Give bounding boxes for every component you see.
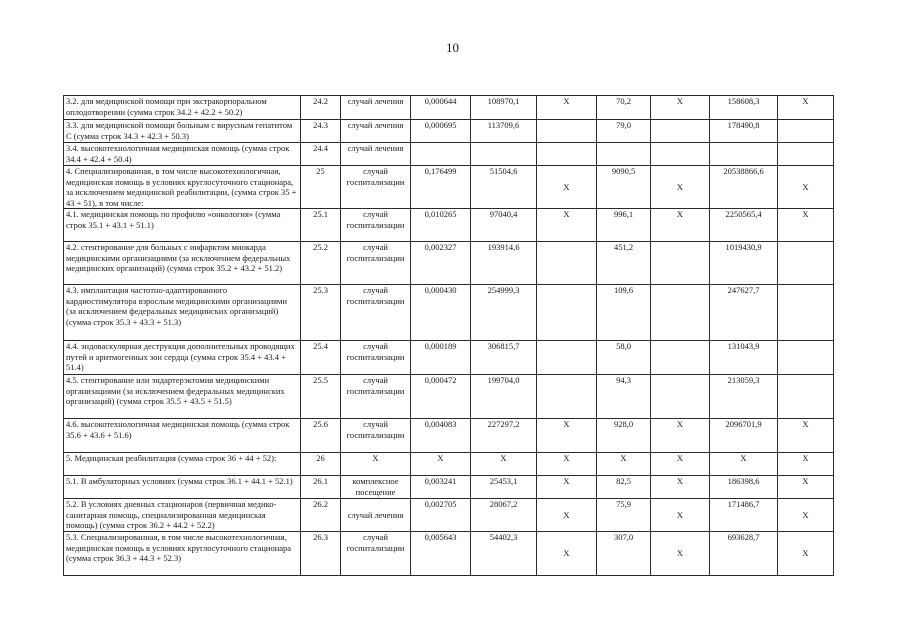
table-row — [64, 419, 834, 453]
row-unit: случай госпитализации — [341, 166, 411, 209]
row-unit: случай госпитализации — [341, 285, 411, 341]
row-cost: 113709,6 — [471, 120, 537, 143]
row-c10 — [778, 341, 834, 375]
table-row — [64, 166, 834, 209]
row-norm: 0,002327 — [411, 242, 471, 285]
row-c10 — [778, 143, 834, 166]
row-norm: 0,000695 — [411, 120, 471, 143]
row-cost: X — [471, 453, 537, 476]
row-name: 3.3. для медицинской помощи больным с вирусным гепатитом С (сумма строк 34.3 + 42.3 + 50.3) — [64, 120, 301, 143]
table-row — [64, 242, 834, 285]
row-code: 25.4 — [301, 341, 341, 375]
row-c7: X — [597, 453, 651, 476]
row-c8 — [651, 341, 710, 375]
row-name: 4.6. высокотехнологичная медицинская помощь (сумма строк 35.6 + 43.6 + 51.6) — [64, 419, 301, 453]
row-code: 26 — [301, 453, 341, 476]
row-c10 — [778, 120, 834, 143]
row-cost — [471, 143, 537, 166]
row-unit: случай госпитализации — [341, 419, 411, 453]
row-norm: 0,005643 — [411, 532, 471, 576]
row-c9 — [710, 143, 778, 166]
row-name: 4.4. эндоваскулярная деструкция дополнительных проводящих путей и аритмогенных зон сердца (сумма строк 35.4 + 43.4 + 51.4) — [64, 341, 301, 375]
row-code: 25.2 — [301, 242, 341, 285]
row-cost: 193914,6 — [471, 242, 537, 285]
table-row — [64, 209, 834, 242]
row-c6 — [537, 143, 597, 166]
row-code: 25 — [301, 166, 341, 209]
row-name: 4.2. стентирование для больных с инфарктом миокарда медицинскими организациями (за исключением федеральных медицинских организаций) (сумма строк 35.2 + 43.2 + 51.2) — [64, 242, 301, 285]
row-c7: 307,0 — [597, 532, 651, 576]
row-code: 24.2 — [301, 96, 341, 120]
row-norm — [411, 143, 471, 166]
row-c6: X — [537, 476, 597, 499]
row-c6 — [537, 341, 597, 375]
row-name: 4.5. стентирование или эндартерэктомия медицинскими организациями (за исключением федеральных медицинских организаций) (сумма строк 35.5 + 43.5 + 51.5) — [64, 375, 301, 419]
row-c6: X — [537, 419, 597, 453]
row-c7: 996,1 — [597, 209, 651, 242]
row-c8: X — [651, 96, 710, 120]
row-code: 25.5 — [301, 375, 341, 419]
row-c6: X — [537, 96, 597, 120]
row-c8: X — [651, 209, 710, 242]
row-c9: X — [710, 453, 778, 476]
row-cost: 227297,2 — [471, 419, 537, 453]
row-cost: 306815,7 — [471, 341, 537, 375]
row-c9: 20538866,6 — [710, 166, 778, 209]
row-c9: 2096701,9 — [710, 419, 778, 453]
row-c6: X — [537, 532, 597, 576]
row-cost: 28067,2 — [471, 499, 537, 532]
row-name: 3.2. для медицинской помощи при экстракорпоральном оплодотворении (сумма строк 34.2 + 42.2 + 50.2) — [64, 96, 301, 120]
row-c7 — [597, 143, 651, 166]
row-c9: 158608,3 — [710, 96, 778, 120]
row-c7: 58,0 — [597, 341, 651, 375]
page-number: 10 — [446, 40, 459, 55]
row-name: 5. Медицинская реабилитация (сумма строк 36 + 44 + 52): — [64, 453, 301, 476]
row-c7: 79,0 — [597, 120, 651, 143]
row-code: 25.6 — [301, 419, 341, 453]
row-name: 3.4. высокотехнологичная медицинская помощь (сумма строк 34.4 + 42.4 + 50.4) — [64, 143, 301, 166]
row-norm: 0,003241 — [411, 476, 471, 499]
row-name: 4.1. медицинская помощь по профилю «онкология» (сумма строк 35.1 + 43.1 + 51.1) — [64, 209, 301, 242]
row-c7: 109,6 — [597, 285, 651, 341]
row-c10: X — [778, 166, 834, 209]
row-c9: 247627,7 — [710, 285, 778, 341]
row-cost: 254999,3 — [471, 285, 537, 341]
row-name: 4. Специализированная, в том числе высокотехнологичная, медицинская помощь в условиях круглосуточного стационара, за исключением медицинской реабилитации, (сумма строк 35 + 43 + 51), в том числе: — [64, 166, 301, 209]
row-c6 — [537, 285, 597, 341]
row-c10 — [778, 375, 834, 419]
table-row — [64, 453, 834, 476]
table-row — [64, 285, 834, 341]
row-c7: 928,0 — [597, 419, 651, 453]
row-norm: 0,000472 — [411, 375, 471, 419]
row-c9: 131043,9 — [710, 341, 778, 375]
row-name: 5.1. В амбулаторных условиях (сумма строк 36.1 + 44.1 + 52.1) — [64, 476, 301, 499]
row-c7: 9090,5 — [597, 166, 651, 209]
row-c8: X — [651, 532, 710, 576]
row-c6: X — [537, 166, 597, 209]
row-c7: 70,2 — [597, 96, 651, 120]
row-c8 — [651, 143, 710, 166]
row-norm: 0,000189 — [411, 341, 471, 375]
row-c10 — [778, 242, 834, 285]
row-c8 — [651, 242, 710, 285]
row-c10: X — [778, 96, 834, 120]
row-c8: X — [651, 499, 710, 532]
row-c8: X — [651, 419, 710, 453]
row-c7: 451,2 — [597, 242, 651, 285]
row-c9: 693628,7 — [710, 532, 778, 576]
row-norm: 0,010265 — [411, 209, 471, 242]
table-row — [64, 120, 834, 143]
row-c7: 82,5 — [597, 476, 651, 499]
row-norm: 0,004083 — [411, 419, 471, 453]
row-c9: 213059,3 — [710, 375, 778, 419]
row-unit: комплексное посещение — [341, 476, 411, 499]
row-cost: 199704,0 — [471, 375, 537, 419]
row-code: 24.4 — [301, 143, 341, 166]
row-unit: X — [341, 453, 411, 476]
row-norm: 0,000644 — [411, 96, 471, 120]
row-c8 — [651, 285, 710, 341]
row-cost: 54402,3 — [471, 532, 537, 576]
row-unit: случай лечения — [341, 143, 411, 166]
row-c7: 94,3 — [597, 375, 651, 419]
row-c6: X — [537, 209, 597, 242]
row-unit: случай госпитализации — [341, 242, 411, 285]
table-row — [64, 341, 834, 375]
row-name: 4.3. имплантация частотно-адаптированного кардиостимулятора взрослым медицинскими организациями (за исключением федеральных медицинских организаций) (сумма строк 35.3 + 43.3 + 51.3) — [64, 285, 301, 341]
table-row — [64, 499, 834, 532]
row-c9: 186398,6 — [710, 476, 778, 499]
row-c8: X — [651, 476, 710, 499]
table-row — [64, 532, 834, 576]
row-c10: X — [778, 419, 834, 453]
row-c8 — [651, 120, 710, 143]
row-code: 25.3 — [301, 285, 341, 341]
row-c7: 75,9 — [597, 499, 651, 532]
row-code: 26.1 — [301, 476, 341, 499]
row-c6: X — [537, 499, 597, 532]
row-norm: 0,000430 — [411, 285, 471, 341]
row-code: 26.2 — [301, 499, 341, 532]
row-c6 — [537, 120, 597, 143]
row-c9: 1019430,9 — [710, 242, 778, 285]
row-cost: 108970,1 — [471, 96, 537, 120]
row-c6 — [537, 375, 597, 419]
row-norm: X — [411, 453, 471, 476]
row-c10: X — [778, 209, 834, 242]
row-c10: X — [778, 499, 834, 532]
row-c8 — [651, 375, 710, 419]
row-cost: 97040,4 — [471, 209, 537, 242]
table-row — [64, 476, 834, 499]
row-name: 5.2. В условиях дневных стационаров (первичная медико-санитарная помощь, специализированная медицинская помощь) (сумма строк 36.2 + 44.2 + 52.2) — [64, 499, 301, 532]
row-unit: случай лечения — [341, 120, 411, 143]
row-code: 26.3 — [301, 532, 341, 576]
table-row — [64, 375, 834, 419]
financing-table — [63, 95, 834, 576]
row-c6 — [537, 242, 597, 285]
table-row — [64, 143, 834, 166]
row-unit: случай госпитализации — [341, 209, 411, 242]
row-c10: X — [778, 476, 834, 499]
row-c10 — [778, 285, 834, 341]
row-code: 24.3 — [301, 120, 341, 143]
row-c10: X — [778, 532, 834, 576]
row-code: 25.1 — [301, 209, 341, 242]
row-unit: случай лечения — [341, 96, 411, 120]
row-norm: 0,176499 — [411, 166, 471, 209]
row-name: 5.3. Специализированная, в том числе высокотехнологичная, медицинская помощь в условиях круглосуточного стационара (сумма строк 36.3 + 44.3 + 52.3) — [64, 532, 301, 576]
table-row — [64, 96, 834, 120]
row-c9: 178490,8 — [710, 120, 778, 143]
row-unit: случай госпитализации — [341, 375, 411, 419]
row-unit: случай госпитализации — [341, 341, 411, 375]
row-c9: 2250565,4 — [710, 209, 778, 242]
row-c8: X — [651, 453, 710, 476]
row-unit: случай лечения — [341, 499, 411, 532]
row-unit: случай госпитализации — [341, 532, 411, 576]
row-c9: 171486,7 — [710, 499, 778, 532]
row-c8: X — [651, 166, 710, 209]
row-c10: X — [778, 453, 834, 476]
row-norm: 0,002705 — [411, 499, 471, 532]
row-cost: 51504,6 — [471, 166, 537, 209]
row-c6: X — [537, 453, 597, 476]
row-cost: 25453,1 — [471, 476, 537, 499]
